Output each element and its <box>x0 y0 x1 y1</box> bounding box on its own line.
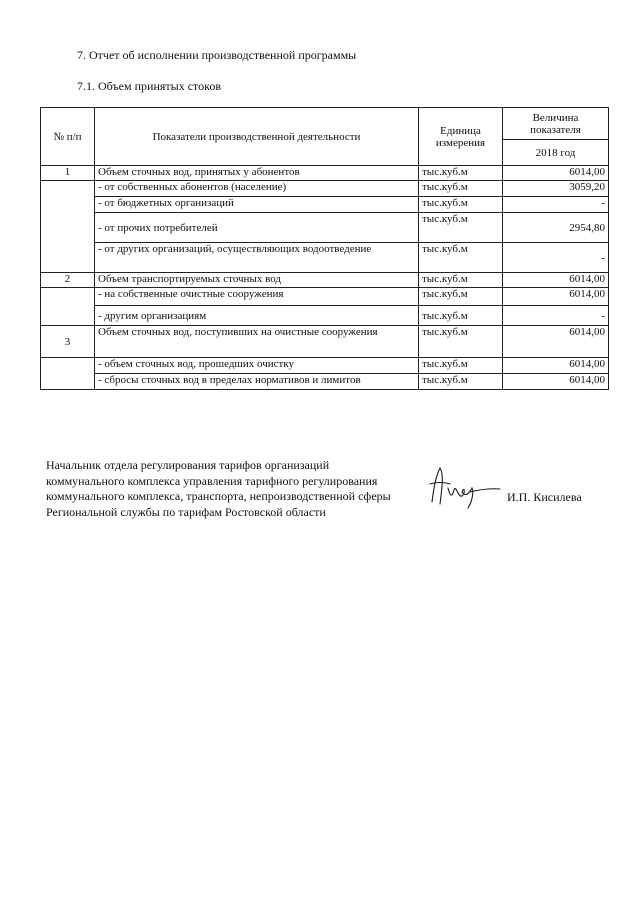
subsection-heading: 7.1. Объем принятых стоков <box>77 79 221 93</box>
table-row <box>41 374 609 390</box>
row-label: Объем сточных вод, принятых у абонентов <box>95 166 419 181</box>
table-row <box>41 213 609 243</box>
header-num: № п/п <box>41 108 95 166</box>
row-label: - от других организаций, осуществляющих водоотведение <box>95 243 419 273</box>
row-unit: тыс.куб.м <box>419 181 503 197</box>
header-value: Величина показателя <box>503 108 609 140</box>
table-row <box>41 288 609 306</box>
signatory-position <box>46 458 391 520</box>
row-label: - от собственных абонентов (население) <box>95 181 419 197</box>
row-unit: тыс.куб.м <box>419 306 503 326</box>
row-label: - объем сточных вод, прошедших очистку <box>95 358 419 374</box>
row-unit: тыс.куб.м <box>419 288 503 306</box>
row-label: Объем сточных вод, поступивших на очистные сооружения <box>95 326 419 358</box>
header-unit: Единица измерения <box>419 108 503 166</box>
row-value: - <box>503 243 609 273</box>
row-value: 6014,00 <box>503 273 609 288</box>
row-label: - другим организациям <box>95 306 419 326</box>
header-indicator: Показатели производственной деятельности <box>95 108 419 166</box>
table-row <box>41 326 609 358</box>
table-row <box>41 181 609 197</box>
row-unit: тыс.куб.м <box>419 374 503 390</box>
row-unit: тыс.куб.м <box>419 326 503 358</box>
table-row <box>41 306 609 326</box>
row-value: 2954,80 <box>503 213 609 243</box>
handwritten-signature <box>426 462 502 512</box>
row-value: 3059,20 <box>503 181 609 197</box>
position-line: Начальник отдела регулирования тарифов организаций <box>46 458 330 472</box>
row-unit: тыс.куб.м <box>419 358 503 374</box>
row-value: 6014,00 <box>503 358 609 374</box>
row-label: - на собственные очистные сооружения <box>95 288 419 306</box>
table-row <box>41 243 609 273</box>
position-line: коммунального комплекса управления тарифного регулирования <box>46 473 378 488</box>
row-label: - сбросы сточных вод в пределах нормативов и лимитов <box>95 374 419 390</box>
section-heading: 7. Отчет об исполнении производственной программы <box>77 48 357 62</box>
row-num-group <box>41 181 95 273</box>
table-row <box>41 166 609 181</box>
row-value: 6014,00 <box>503 326 609 358</box>
row-label: - от бюджетных организаций <box>95 197 419 213</box>
header-row <box>41 108 609 140</box>
row-num-group <box>41 358 95 390</box>
table-row <box>41 358 609 374</box>
row-value: 6014,00 <box>503 166 609 181</box>
row-value: 6014,00 <box>503 374 609 390</box>
row-unit: тыс.куб.м <box>419 213 503 243</box>
row-unit: тыс.куб.м <box>419 166 503 181</box>
header-year: 2018 год <box>503 140 609 166</box>
row-label: Объем транспортируемых сточных вод <box>95 273 419 288</box>
row-unit: тыс.куб.м <box>419 273 503 288</box>
row-unit: тыс.куб.м <box>419 197 503 213</box>
row-value: - <box>503 306 609 326</box>
table-row <box>41 197 609 213</box>
signatory-name: И.П. Кисилева <box>507 490 582 504</box>
row-label: - от прочих потребителей <box>95 213 419 243</box>
row-value: - <box>503 197 609 213</box>
table-row <box>41 273 609 288</box>
row-num: 3 <box>41 326 95 358</box>
row-num-group <box>41 288 95 326</box>
row-num: 2 <box>41 273 95 288</box>
position-line: коммунального комплекса, транспорта, непроизводственной сферы <box>46 489 391 503</box>
wastewater-volume-table <box>40 107 609 390</box>
row-unit: тыс.куб.м <box>419 243 503 273</box>
row-num: 1 <box>41 166 95 181</box>
position-line: Региональной службы по тарифам Ростовской области <box>46 504 326 519</box>
row-value: 6014,00 <box>503 288 609 306</box>
